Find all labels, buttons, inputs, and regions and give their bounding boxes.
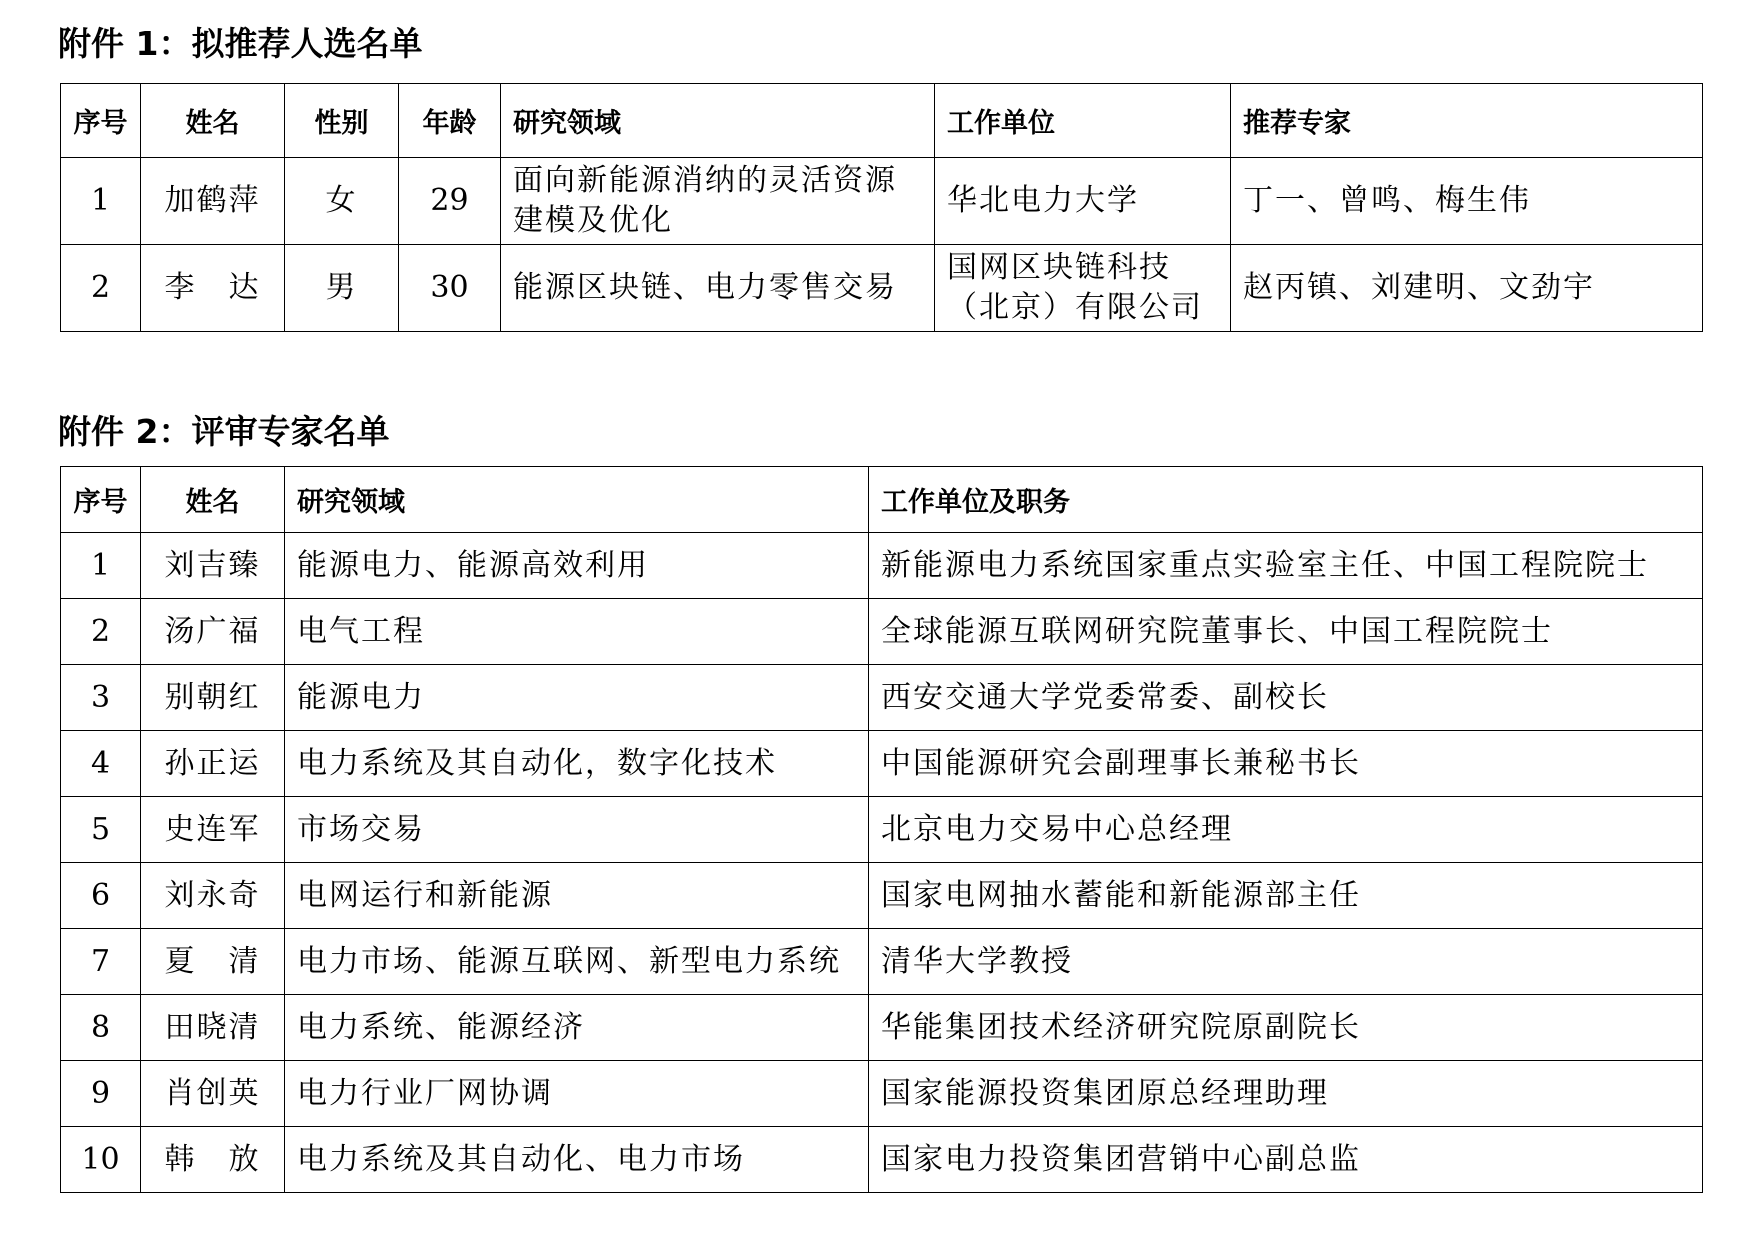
- cell-index: 6: [61, 863, 141, 929]
- cell-index: 2: [61, 599, 141, 665]
- cell-work-unit: 华北电力大学: [935, 158, 1231, 245]
- cell-research-field: 电气工程: [285, 599, 869, 665]
- col-header-name: 姓名: [141, 84, 285, 158]
- table-header-row: [61, 467, 1703, 533]
- cell-index: 8: [61, 995, 141, 1061]
- cell-work-unit: 国网区块链科技（北京）有限公司: [935, 245, 1231, 332]
- table-row: [61, 995, 1703, 1061]
- cell-gender: 女: [285, 158, 399, 245]
- cell-work-unit-and-position: 西安交通大学党委常委、副校长: [869, 665, 1703, 731]
- cell-name: 肖创英: [141, 1061, 285, 1127]
- cell-index: 9: [61, 1061, 141, 1127]
- cell-name: 孙正运: [141, 731, 285, 797]
- cell-index: 5: [61, 797, 141, 863]
- cell-research-field: 电力系统及其自动化，数字化技术: [285, 731, 869, 797]
- table-row: [61, 1061, 1703, 1127]
- cell-name: 汤广福: [141, 599, 285, 665]
- table-row: [61, 599, 1703, 665]
- cell-research-field: 电力行业厂网协调: [285, 1061, 869, 1127]
- cell-age: 30: [399, 245, 501, 332]
- cell-name: 刘吉臻: [141, 533, 285, 599]
- table-row: [61, 245, 1703, 332]
- cell-index: 4: [61, 731, 141, 797]
- col-header-research-field: 研究领域: [285, 467, 869, 533]
- cell-recommending-experts: 赵丙镇、刘建明、文劲宇: [1231, 245, 1703, 332]
- cell-research-field: 能源区块链、电力零售交易: [501, 245, 935, 332]
- cell-work-unit-and-position: 国家能源投资集团原总经理助理: [869, 1061, 1703, 1127]
- table-row: [61, 863, 1703, 929]
- table-row: [61, 797, 1703, 863]
- cell-index: 7: [61, 929, 141, 995]
- cell-index: 1: [61, 533, 141, 599]
- cell-age: 29: [399, 158, 501, 245]
- cell-name: 李 达: [141, 245, 285, 332]
- cell-name: 夏 清: [141, 929, 285, 995]
- table-row: [61, 731, 1703, 797]
- cell-name: 加鹤萍: [141, 158, 285, 245]
- cell-recommending-experts: 丁一、曾鸣、梅生伟: [1231, 158, 1703, 245]
- col-header-index: 序号: [61, 467, 141, 533]
- expert-table: [60, 466, 1703, 1193]
- cell-work-unit-and-position: 全球能源互联网研究院董事长、中国工程院院士: [869, 599, 1703, 665]
- cell-research-field: 能源电力: [285, 665, 869, 731]
- cell-work-unit-and-position: 国家电网抽水蓄能和新能源部主任: [869, 863, 1703, 929]
- attachment2-title: 附件 2：评审专家名单: [58, 412, 390, 451]
- cell-research-field: 能源电力、能源高效利用: [285, 533, 869, 599]
- col-header-work-unit: 工作单位: [935, 84, 1231, 158]
- cell-index: 2: [61, 245, 141, 332]
- cell-work-unit-and-position: 国家电力投资集团营销中心副总监: [869, 1127, 1703, 1193]
- table-row: [61, 1127, 1703, 1193]
- cell-research-field: 面向新能源消纳的灵活资源建模及优化: [501, 158, 935, 245]
- cell-name: 史连军: [141, 797, 285, 863]
- table-row: [61, 665, 1703, 731]
- cell-work-unit-and-position: 清华大学教授: [869, 929, 1703, 995]
- cell-research-field: 电力系统及其自动化、电力市场: [285, 1127, 869, 1193]
- cell-name: 韩 放: [141, 1127, 285, 1193]
- table-row: [61, 158, 1703, 245]
- cell-index: 1: [61, 158, 141, 245]
- col-header-gender: 性别: [285, 84, 399, 158]
- cell-work-unit-and-position: 北京电力交易中心总经理: [869, 797, 1703, 863]
- cell-gender: 男: [285, 245, 399, 332]
- col-header-name: 姓名: [141, 467, 285, 533]
- col-header-index: 序号: [61, 84, 141, 158]
- cell-name: 别朝红: [141, 665, 285, 731]
- cell-research-field: 电力系统、能源经济: [285, 995, 869, 1061]
- cell-research-field: 电网运行和新能源: [285, 863, 869, 929]
- cell-research-field: 电力市场、能源互联网、新型电力系统: [285, 929, 869, 995]
- attachment1-title: 附件 1：拟推荐人选名单: [58, 24, 423, 63]
- col-header-recommending-experts: 推荐专家: [1231, 84, 1703, 158]
- cell-index: 10: [61, 1127, 141, 1193]
- col-header-work-unit-and-position: 工作单位及职务: [869, 467, 1703, 533]
- cell-work-unit-and-position: 中国能源研究会副理事长兼秘书长: [869, 731, 1703, 797]
- candidate-table: [60, 83, 1703, 332]
- col-header-research-field: 研究领域: [501, 84, 935, 158]
- col-header-age: 年龄: [399, 84, 501, 158]
- cell-name: 田晓清: [141, 995, 285, 1061]
- table-row: [61, 533, 1703, 599]
- cell-index: 3: [61, 665, 141, 731]
- table-header-row: [61, 84, 1703, 158]
- cell-name: 刘永奇: [141, 863, 285, 929]
- table-row: [61, 929, 1703, 995]
- cell-work-unit-and-position: 华能集团技术经济研究院原副院长: [869, 995, 1703, 1061]
- cell-research-field: 市场交易: [285, 797, 869, 863]
- cell-work-unit-and-position: 新能源电力系统国家重点实验室主任、中国工程院院士: [869, 533, 1703, 599]
